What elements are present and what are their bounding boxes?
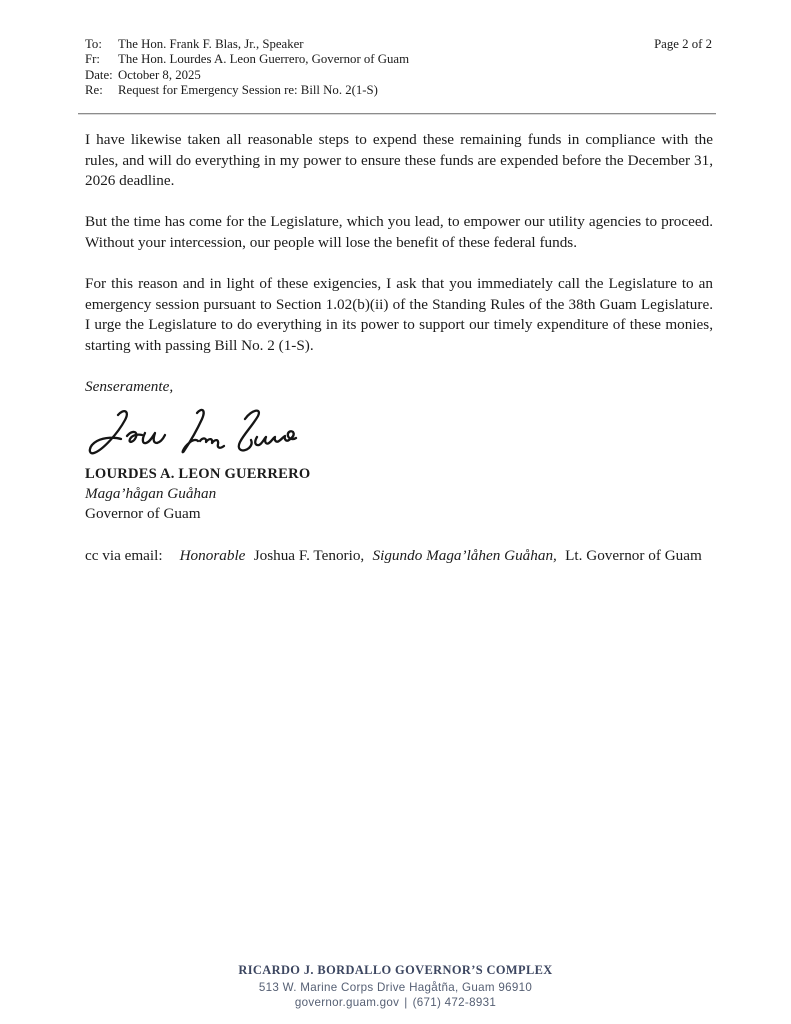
memo-value-re: Request for Emergency Session re: Bill No. 2(1-S) (118, 82, 378, 97)
page-number: Page 2 of 2 (654, 37, 712, 51)
cc-name: Joshua F. Tenorio, (253, 546, 365, 564)
memo-label-date: Date: (85, 67, 113, 82)
paragraph-2: But the time has come for the Legislature, which you lead, to empower our utility agencies to proceed. Without your intercession, our people will lose the benefit of these federal funds. (85, 213, 713, 251)
footer-separator: | (404, 995, 408, 1009)
cc-honorific: Honorable (179, 546, 246, 564)
paragraph-1: I have likewise taken all reasonable steps to expend these remaining funds in compliance with the rules, and will do everything in my power to ensure these funds are expended before the December 31, 2026 deadline. (85, 131, 713, 190)
handwritten-signature (85, 406, 303, 460)
valediction: Senseramente, (85, 378, 174, 396)
header-divider (78, 113, 716, 115)
memo-row-to (85, 37, 712, 52)
memo-row-date (85, 68, 712, 83)
memo-label-from: Fr: (85, 52, 100, 67)
signer-title-chamorro: Maga’hågan Guåhan (85, 484, 217, 502)
memo-label-to: To: (85, 37, 102, 51)
footer-complex-name: RICARDO J. BORDALLO GOVERNOR’S COMPLEX (238, 963, 553, 977)
footer-address: 513 W. Marine Corps Drive Hagåtña, Guam 96910 (258, 981, 533, 994)
memo-label-re: Re: (85, 82, 103, 97)
memo-row-re (85, 83, 712, 98)
memo-row-from (85, 52, 712, 67)
footer-contact (0, 996, 791, 1011)
memo-value-date: October 8, 2025 (118, 67, 201, 82)
letterhead-footer (0, 963, 791, 1010)
footer-website: governor.guam.gov (294, 995, 400, 1009)
memo-header (85, 37, 712, 98)
cc-label: cc via email: (85, 546, 163, 564)
signer-block (85, 464, 713, 524)
footer-phone: (671) 472-8931 (412, 995, 497, 1009)
paragraph-3: For this reason and in light of these exigencies, I ask that you immediately call the Legislature to an emergency session pursuant to Section 1.02(b)(ii) of the Standing Rules of the 38th Guam Legislature. I urge the Legislature to do everything in its power to support our timely expenditure of these monies, starting with passing Bill No. 2 (1-S). (85, 275, 713, 354)
memo-value-from: The Hon. Lourdes A. Leon Guerrero, Governor of Guam (118, 52, 410, 67)
memo-value-to: The Hon. Frank F. Blas, Jr., Speaker (118, 37, 304, 51)
cc-title-english: Lt. Governor of Guam (565, 546, 702, 564)
cc-title-chamorro: Sigundo Maga’låhen Guåhan, (372, 546, 557, 564)
signature-script-image (85, 406, 713, 464)
signer-name: LOURDES A. LEON GUERRERO (85, 465, 311, 482)
signer-title-english: Governor of Guam (85, 504, 201, 522)
cc-line (85, 546, 713, 567)
letter-body (85, 130, 713, 566)
